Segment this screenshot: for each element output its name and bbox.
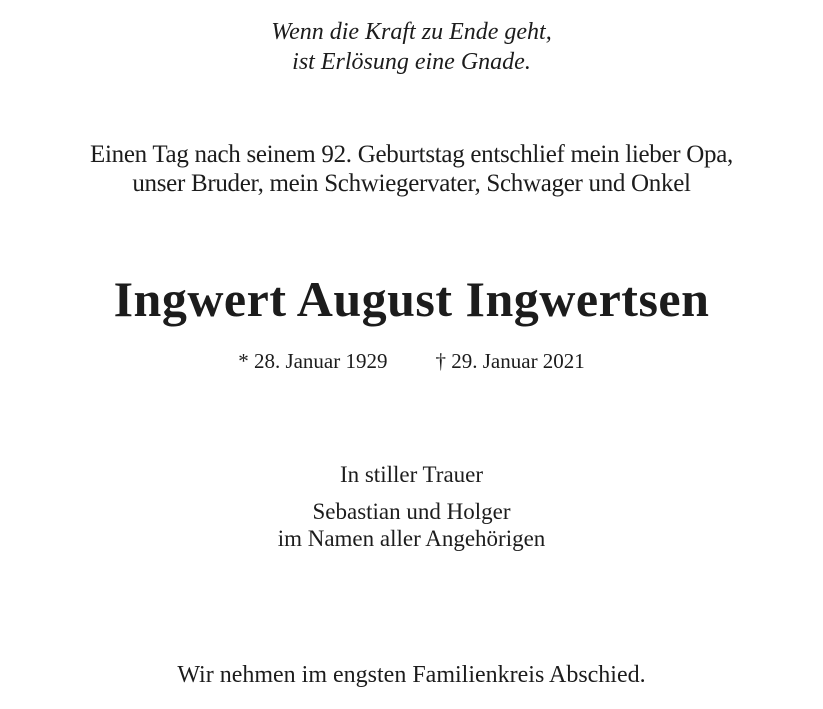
mourning-title: In stiller Trauer <box>339 462 484 487</box>
quote-line-2: ist Erlösung eine Gnade. <box>292 49 531 75</box>
intro-line-1: Einen Tag nach seinem 92. Geburtstag entschlief mein lieber Opa, <box>90 141 733 168</box>
death-date: † 29. Januar 2021 <box>435 349 585 373</box>
intro-block <box>0 140 823 198</box>
closing-line: Wir nehmen im engsten Familienkreis Abschied. <box>177 662 646 688</box>
quote-block <box>0 17 823 77</box>
birth-date: * 28. Januar 1929 <box>238 349 388 373</box>
intro-line-2: unser Bruder, mein Schwiegervater, Schwager und Onkel <box>132 170 691 197</box>
mourning-block <box>0 461 823 552</box>
mourners-line-2: im Namen aller Angehörigen <box>277 526 546 551</box>
deceased-name: Ingwert August Ingwertsen <box>113 271 710 327</box>
quote-line-1: Wenn die Kraft zu Ende geht, <box>271 19 552 45</box>
mourners-line-1: Sebastian und Holger <box>312 499 511 524</box>
dates-line <box>0 348 823 375</box>
